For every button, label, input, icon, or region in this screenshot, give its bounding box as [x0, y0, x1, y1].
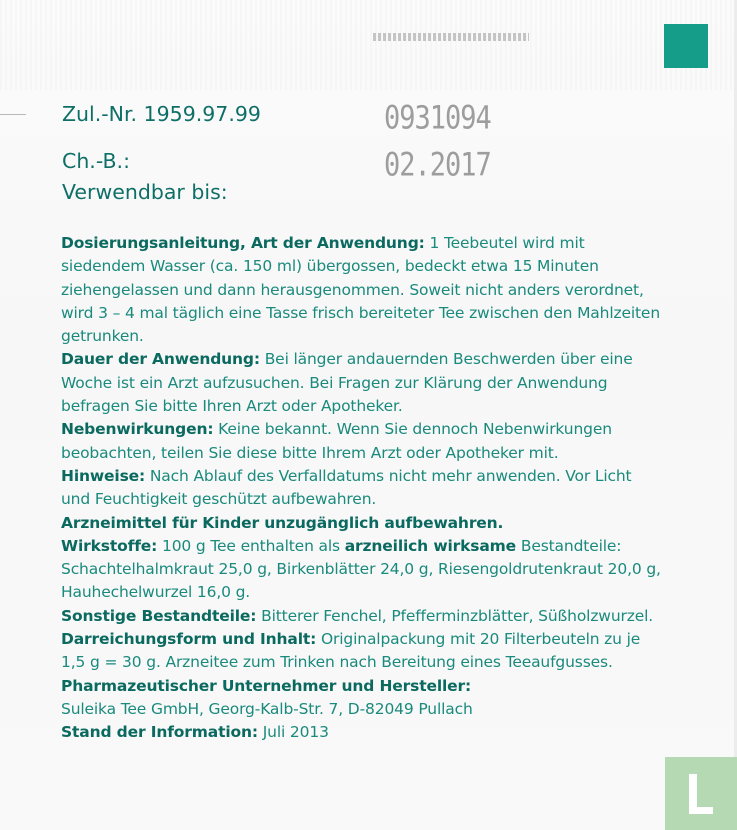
- nebenwirkungen-text: Keine bekannt. Wenn Sie dennoch Nebenwirkungen beobachten, teilen Sie diese bitte Ihrem Arzt oder Apotheker mit.: [61, 420, 612, 462]
- hinweise-section: [61, 465, 661, 535]
- dauer-heading: Dauer der Anwendung:: [61, 350, 260, 369]
- lastdodo-l-icon: [683, 771, 717, 817]
- sonstige-heading: Sonstige Bestandteile:: [61, 606, 257, 625]
- stand-text: Juli 2013: [257, 723, 329, 742]
- verwendbar-label: Verwendbar bis:: [62, 180, 228, 204]
- teal-color-square: [664, 24, 708, 68]
- pharma-text: Suleika Tee GmbH, Georg-Kalb-Str. 7, D-82049 Pullach: [61, 699, 473, 718]
- package-insert-text: [61, 232, 661, 745]
- wirkstoffe-text: 100 g Tee enthalten als: [157, 536, 345, 555]
- print-code: [373, 33, 529, 41]
- ch-b-label: Ch.-B.:: [62, 149, 130, 173]
- darreichung-section: [61, 628, 661, 675]
- pharma-section: [61, 675, 661, 722]
- wirkstoffe-text-2: Bestandteile: Schachtelhalmkraut 25,0 g, Birkenblätter 24,0 g, Riesengoldrutenkraut 20,0 g, Hauhechelwurzel 16,0 g.: [61, 536, 661, 602]
- dosierung-heading: Dosierungsanleitung, Art der Anwendung:: [61, 234, 425, 252]
- wirkstoffe-heading: Wirkstoffe:: [61, 536, 158, 555]
- wirkstoffe-bold: arzneilich wirksame: [344, 536, 517, 555]
- hinweise-warning: Arzneimittel für Kinder unzugänglich aufbewahren.: [61, 513, 504, 532]
- stand-heading: Stand der Information:: [61, 723, 258, 742]
- fold-mark: [0, 114, 26, 115]
- hinweise-text: Nach Ablauf des Verfalldatums nicht mehr anwenden. Vor Licht und Feuchtigkeit geschützt aufbewahren.: [61, 466, 632, 509]
- sonstige-text: Bitterer Fenchel, Pfefferminzblätter, Süßholzwurzel.: [256, 606, 654, 625]
- hinweise-heading: Hinweise:: [61, 466, 146, 485]
- darreichung-text: Originalpackung mit 20 Filterbeuteln zu je 1,5 g = 30 g. Arzneitee zum Trinken nach Bereitung eines Teeaufgusses.: [61, 630, 641, 672]
- nebenwirkungen-heading: Nebenwirkungen:: [61, 420, 214, 439]
- zul-nr-label: Zul.-Nr. 1959.97.99: [62, 102, 261, 126]
- sonstige-section: [61, 605, 661, 628]
- darreichung-heading: Darreichungsform und Inhalt:: [61, 630, 317, 649]
- lastdodo-logo: [665, 757, 737, 830]
- stand-section: [61, 721, 661, 744]
- dosierung-text: 1 Teebeutel wird mit siedendem Wasser (ca. 150 ml) übergossen, bedeckt etwa 15 Minuten ziehengelassen und dann herausgenommen. Soweit nicht anders verordnet, wird 3 – 4 mal täglich eine Tasse frisch bereiteter Tee zwischen den Mahlzeiten getrunken.: [61, 234, 660, 346]
- batch-number-stamp: 0931094: [384, 100, 491, 137]
- dauer-section: [61, 348, 661, 418]
- nebenwirkungen-section: [61, 418, 661, 465]
- pharma-heading: Pharmazeutischer Unternehmer und Hersteller:: [61, 676, 472, 695]
- dauer-text: Bei länger andauernden Beschwerden über eine Woche ist ein Arzt aufzusuchen. Bei Fragen zur Klärung der Anwendung befragen Sie bitte Ihren Arzt oder Apotheker.: [61, 350, 633, 416]
- expiry-date-stamp: 02.2017: [384, 147, 491, 184]
- dosierung-section: [61, 232, 661, 348]
- wirkstoffe-section: [61, 535, 661, 605]
